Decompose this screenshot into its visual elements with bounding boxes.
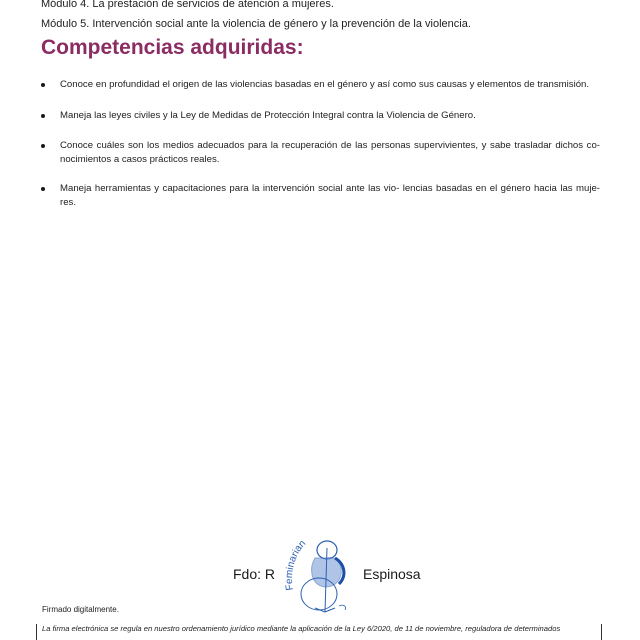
bullet-icon bbox=[41, 144, 45, 148]
module-5-line: Módulo 5. Intervención social ante la violencia de género y la prevención de la violencia. bbox=[41, 18, 471, 30]
signature-name-left: Fdo: R bbox=[233, 566, 276, 582]
list-item-text: Conoce en profundidad el origen de las violencias basadas en el género y así como sus causas y elementos de transmisión. bbox=[60, 79, 590, 90]
module-4-line: Módulo 4. La prestación de servicios de atención a mujeres. bbox=[41, 0, 334, 10]
digitally-signed-label: Firmado digitalmente. bbox=[42, 605, 119, 614]
signature-name-right: Espinosa bbox=[363, 566, 421, 582]
competencias-heading: Competencias adquiridas: bbox=[41, 36, 304, 59]
stamp-text: Feminarian bbox=[283, 538, 309, 592]
bullet-icon bbox=[41, 187, 45, 191]
feminarian-stamp-icon bbox=[283, 528, 363, 616]
svg-text:Feminarian bbox=[284, 538, 308, 591]
list-item-text: Maneja herramientas y capacitaciones para la intervención social ante las vio- lencias basadas en el género hacia las muje- res. bbox=[60, 183, 600, 208]
bullet-icon bbox=[41, 83, 45, 87]
legal-notice-continuation bbox=[42, 636, 598, 640]
legal-notice: La firma electrónica se regula en nuestro ordenamiento jurídico mediante la aplicación de la Ley 6/2020, de 11 de noviembre, reguladora de determinados bbox=[36, 624, 602, 640]
list-item-text: Conoce cuáles son los medios adecuados para la recuperación de las personas supervivientes, y sabe trasladar dichos co- nocimientos a casos prácticos reales. bbox=[60, 140, 600, 165]
bullet-icon bbox=[41, 114, 45, 118]
list-item-text: Maneja las leyes civiles y la Ley de Medidas de Protección Integral contra la Violencia de Género. bbox=[60, 110, 476, 121]
